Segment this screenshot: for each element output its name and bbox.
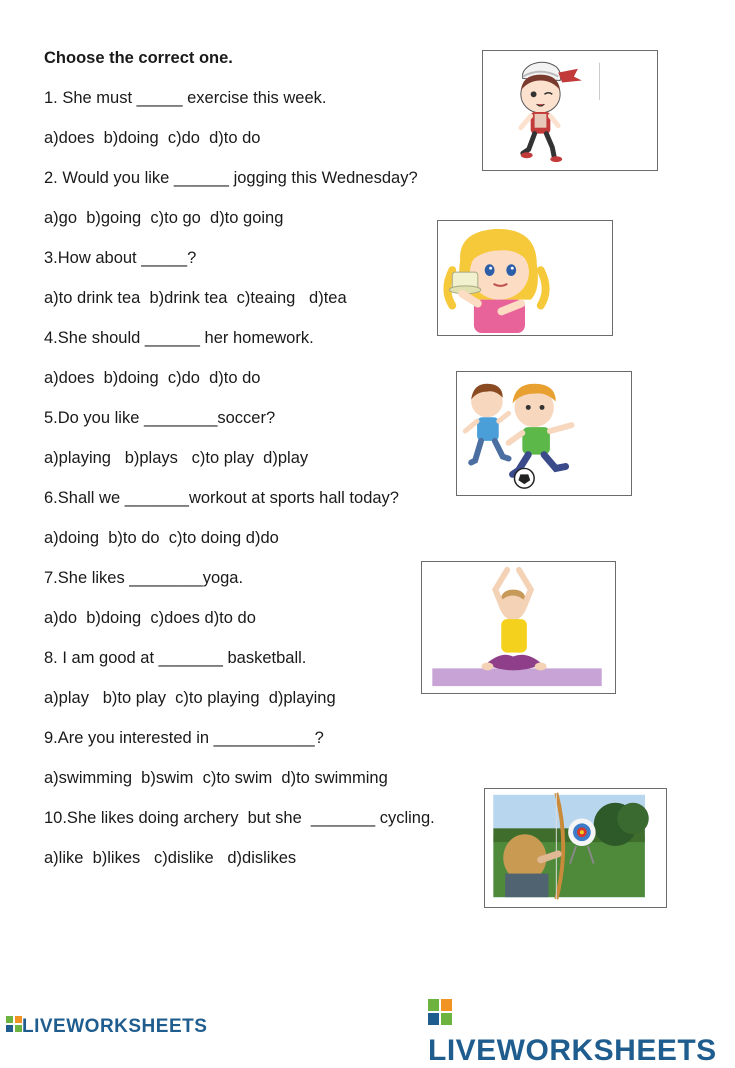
question-2: 2. Would you like ______ jogging this Wednesday? bbox=[44, 169, 418, 187]
girl-jogging-image bbox=[482, 50, 658, 171]
brand-name-large: LIVEWORKSHEETS bbox=[428, 1034, 717, 1068]
options-1: a)does b)doing c)do d)to do bbox=[44, 129, 261, 147]
brand-footer-small bbox=[6, 1016, 207, 1038]
liveworksheets-logo-icon bbox=[6, 1016, 22, 1038]
options-3: a)to drink tea b)drink tea c)teaing d)tea bbox=[44, 289, 347, 307]
question-5: 5.Do you like ________soccer? bbox=[44, 409, 276, 427]
options-7: a)do b)doing c)does d)to do bbox=[44, 609, 256, 627]
boys-playing-soccer-image bbox=[456, 371, 632, 496]
question-8: 8. I am good at _______ basketball. bbox=[44, 649, 307, 667]
options-10: a)like b)likes c)dislike d)dislikes bbox=[44, 849, 297, 867]
options-8: a)play b)to play c)to playing d)playing bbox=[44, 689, 336, 707]
archery-image bbox=[484, 788, 667, 908]
question-6: 6.Shall we _______workout at sports hall today? bbox=[44, 489, 399, 507]
liveworksheets-logo-icon bbox=[428, 999, 452, 1033]
question-7: 7.She likes ________yoga. bbox=[44, 569, 244, 587]
options-9: a)swimming b)swim c)to swim d)to swimming bbox=[44, 769, 388, 787]
question-3: 3.How about _____? bbox=[44, 249, 197, 267]
brand-name-small: LIVEWORKSHEETS bbox=[22, 1016, 208, 1037]
options-5: a)playing b)plays c)to play d)play bbox=[44, 449, 309, 467]
question-9: 9.Are you interested in ___________? bbox=[44, 729, 324, 747]
brand-footer-large bbox=[428, 998, 735, 1068]
options-4: a)does b)doing c)do d)to do bbox=[44, 369, 261, 387]
girl-drinking-tea-image bbox=[437, 220, 613, 336]
girl-yoga-image bbox=[421, 561, 616, 694]
options-6: a)doing b)to do c)to doing d)do bbox=[44, 529, 279, 547]
question-4: 4.She should ______ her homework. bbox=[44, 329, 314, 347]
options-2: a)go b)going c)to go d)to going bbox=[44, 209, 284, 227]
question-10: 10.She likes doing archery but she _______ cycling. bbox=[44, 809, 435, 827]
question-1: 1. She must _____ exercise this week. bbox=[44, 89, 327, 107]
worksheet-title: Choose the correct one. bbox=[44, 49, 233, 67]
